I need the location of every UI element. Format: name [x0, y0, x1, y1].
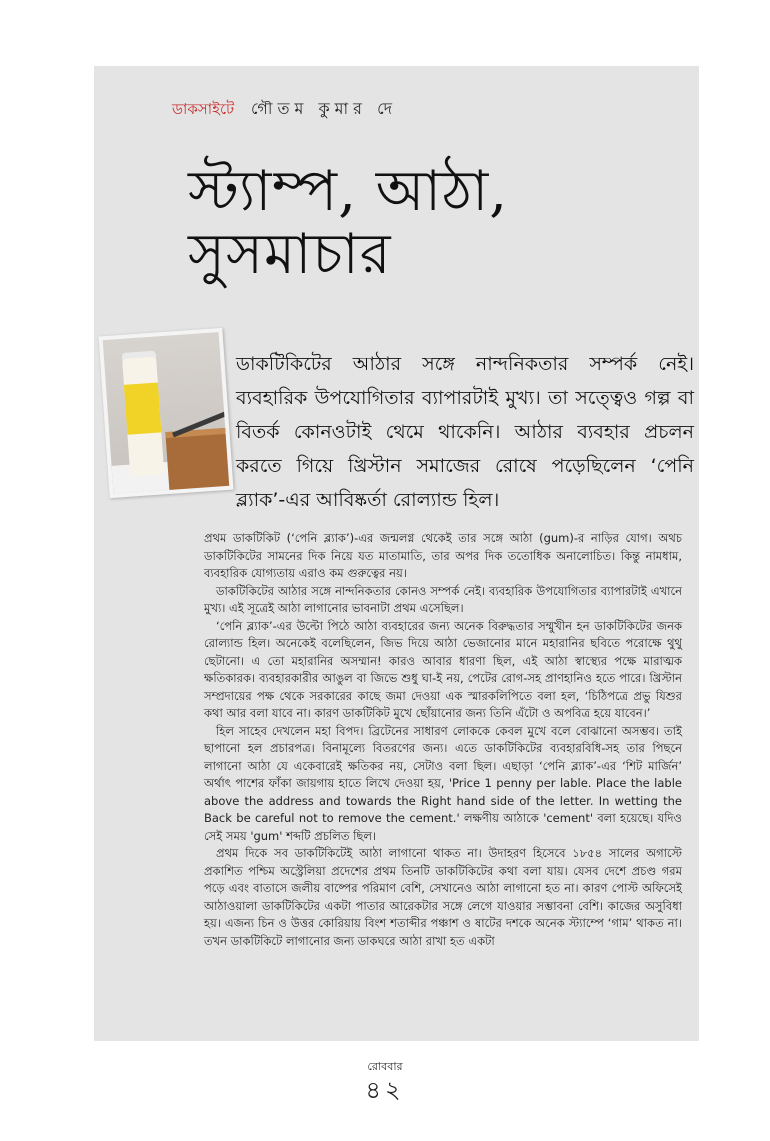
- glue-stick-photo: [99, 328, 234, 498]
- body-paragraph: ডাকটিকিটের আঠার সঙ্গে নান্দনিকতার কোনও সম্পর্ক নেই। ব্যবহারিক উপযোগিতার ব্যাপারটাই এখানে মুখ্য। এই সূত্রেই আঠা লাগানোর ভাবনাটা প্রথম এসেছিল।: [204, 583, 682, 615]
- headline-line-2: সুসমাচার: [188, 222, 392, 287]
- headline: [188, 160, 658, 286]
- body-paragraph: প্রথম ডাকটিকিট (‘পেনি ব্ল্যাক’)-এর জন্মলগ্ন থেকেই তার সঙ্গে আঠা (gum)-র নাড়ির যোগ। অথচ ডাকটিকিটের সামনের দিক নিয়ে যত মাতামাতি, তার অপর দিক ততোধিক অনালোচিত। কিন্তু নামধাম, ব্যবহারিক যোগ্যতায় এরাও কম গুরুত্বের নয়।: [204, 531, 682, 580]
- page-number: ৪২: [365, 1076, 405, 1104]
- folio-day: রোববার: [367, 1060, 403, 1073]
- section-label: ডাকসাইটে: [172, 100, 235, 118]
- intro-paragraph: ডাকটিকিটের আঠার সঙ্গে নান্দনিকতার সম্পর্ক নেই। ব্যবহারিক উপযোগিতার ব্যাপারটাই মুখ্য। তা সত্ত্বেও গল্প বা বিতর্ক কোনওটাই থেমে থাকেনি। আঠার ব্যবহার প্রচলন করতে গিয়ে খ্রিস্টান সমাজের রোষে পড়েছিলেন ‘পেনি ব্ল্যাক’-এর আবিষ্কর্তা রোল্যান্ড হিল।: [236, 353, 694, 511]
- author-byline: গৌতম কুমার দে: [250, 99, 397, 118]
- headline-line-1: স্ট্যাম্প, আঠা,: [188, 159, 509, 224]
- kicker: [172, 96, 397, 123]
- body-paragraph: প্রথম দিকে সব ডাকটিকিটেই আঠা লাগানো থাকত না। উদাহরণ হিসেবে ১৮৫৪ সালের অগাস্টে প্রকাশিত পশ্চিম অস্ট্রেলিয়া প্রদেশের প্রথম তিনটি ডাকটিকিটের কথা বলা যায়। যেসব দেশে প্রচণ্ড গরম পড়ে এবং বাতাসে জলীয় বাষ্পের পরিমাণ বেশি, সেখানেও আঠা লাগানো হত না। কারণ পোস্ট অফিসেই আঠাওয়ালা ডাকটিকিটের একটা পাতার আরেকটার সঙ্গে লেগে যাওয়ার সম্ভাবনা বেশি। কাজের অসুবিধা হয়। এজন্য চিন ও উত্তর কোরিয়ায় বিংশ শতাব্দীর পঞ্চাশ ও ষাটের দশকে অনেক স্ট্যাম্পে ‘গাম’ থাকত না। তখন ডাকটিকিটে লাগানোর জন্য ডাকঘরে আঠা রাখা হত একটা: [204, 846, 682, 948]
- article-body: [204, 530, 682, 950]
- body-paragraph: হিল সাহেব দেখলেন মহা বিপদ। ব্রিটেনের সাধারণ লোককে কেবল মুখে বলে বোঝানো অসম্ভব। তাই ছাপানো হল প্রচারপত্র। বিনামূল্যে বিতরণের জন্য। এতে ডাকটিকিটের ব্যবহারবিধি-সহ তার পিছনে লাগানো আঠা যে একেবারেই ক্ষতিকর নয়, সেটাও বলা ছিল। এছাড়া ‘পেনি ব্ল্যাক’-এর ‘শিট মার্জিন’ অর্থাৎ পাশের ফাঁকা জায়গায় হাতে লিখে দেওয়া হয়, 'Price 1 penny per lable. Place the lable above the address and towards the Right hand side of the letter. In wetting the Back be careful not to remove the cement.' লক্ষণীয় আঠাকে 'cement' বলা হয়েছে। যদিও সেই সময় 'gum' শব্দটি প্রচলিত ছিল।: [204, 723, 682, 843]
- body-paragraph: ‘পেনি ব্ল্যাক’-এর উল্টো পিঠে আঠা ব্যবহারের জন্য অনেক বিরুদ্ধতার সম্মুখীন হন ডাকটিকিটের জনক রোল্যান্ড হিল। অনেকেই বলেছিলেন, জিভ দিয়ে আঠা ভেজানোর মানে মহারানির ছবিতে পরোক্ষে থুথু ছেটানো। এ তো মহারানির অসম্মান! কারও আবার ধারণা ছিল, এই আঠা স্বাস্থ্যের পক্ষে মারাত্মক ক্ষতিকারক। ব্যবহারকারীর আঙুল বা জিভে শুধু ঘা-ই নয়, পেটের রোগ-সহ প্রাণহানিও হতে পারে। খ্রিস্টান সম্প্রদায়ের পক্ষ থেকে সরকারের কাছে জমা দেওয়া এক স্মারকলিপিতে বলা হল, ‘চিঠিপত্রে প্রভু যিশুর কথা আর বলা যাবে না। কারণ ডাকটিকিট মুখে ছোঁয়ানোর জন্য তিনি এঁটো ও অপবিত্র হয়ে যাবেন।’: [204, 618, 682, 720]
